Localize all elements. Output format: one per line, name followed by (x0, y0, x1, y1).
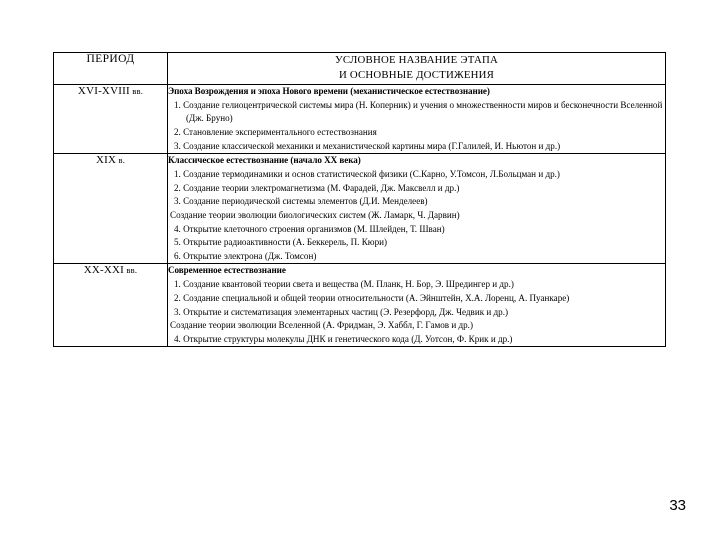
content-cell (168, 154, 666, 264)
header-cell-content (168, 53, 666, 85)
achievement-item: 2. Создание теории электромагнетизма (М. Фарадей, Дж. Максвелл и др.) (174, 182, 460, 193)
achievement-item: 4. Открытие клеточного строения организмов (М. Шлейден, Т. Шван) (174, 223, 445, 234)
period-suffix: в. (118, 155, 126, 166)
achievement-item: 1. Создание термодинамики и основ статистической физики (С.Карно, У.Томсон, Л.Больцман и др.) (174, 169, 560, 180)
achievement-item: 6. Открытие электрона (Дж. Томсон) (174, 250, 317, 261)
content-cell (168, 84, 666, 153)
header-cell-period: ПЕРИОД (54, 53, 168, 85)
period-suffix: вв. (126, 265, 138, 276)
table-row (54, 84, 666, 153)
period-main: XVI-XVIII (77, 84, 130, 97)
achievement-item: 3. Создание периодической системы элементов (Д.И. Менделеев) (174, 196, 428, 207)
achievement-item: 1. Создание квантовой теории света и вещества (М. Планк, Н. Бор, Э. Шредингер и др.) (174, 279, 514, 290)
periods-table (53, 52, 666, 347)
period-cell (54, 264, 168, 347)
period-main: XX-XXI (83, 264, 125, 277)
table-row (54, 154, 666, 264)
stage-title: Классическое естествознание (начало XX века) (168, 155, 361, 166)
period-suffix: вв. (132, 85, 144, 96)
achievement-item: 5. Открытие радиоактивности (А. Беккерель, П. Кюри) (174, 237, 388, 248)
table-row (54, 264, 666, 347)
stage-title: Современное естествознание (168, 265, 286, 276)
achievement-item: 2. Становление экспериментального естествознания (174, 126, 377, 137)
achievement-item: 2. Создание специальной и общей теории относительности (А. Эйнштейн, Х.А. Лоренц, А. Пуанкаре) (174, 293, 570, 304)
achievement-item: Создание теории эволюции биологических систем (Ж. Ламарк, Ч. Дарвин) (170, 210, 460, 220)
achievement-item: Создание теории эволюции Вселенной (А. Фридман, Э. Хаббл, Г. Гамов и др.) (170, 320, 473, 331)
achievement-item: 4. Открытие структуры молекулы ДНК и генетического кода (Д. Уотсон, Ф. Крик и др.) (174, 333, 513, 344)
period-cell (54, 84, 168, 153)
achievement-item: 3. Открытие и систематизация элементарных частиц (Э. Резерфорд, Дж. Чедвик и др.) (174, 306, 508, 317)
header-content-line-2: И ОСНОВНЫЕ ДОСТИЖЕНИЯ (338, 69, 495, 82)
table-body (54, 53, 666, 347)
period-main: XIX (95, 154, 117, 167)
table-header-row (54, 53, 666, 85)
stage-title: Эпоха Возрождения и эпоха Нового времени (механистическое естествознание) (168, 85, 490, 96)
period-cell (54, 154, 168, 264)
page-number: 33 (669, 497, 686, 514)
achievement-item: 1. Создание гелиоцентрической системы мира (Н. Коперник) и учения о множественности миров и бесконечности Вселенной (Дж. Бруно) (174, 99, 663, 124)
header-content-line-1: УСЛОВНОЕ НАЗВАНИЕ ЭТАПА (335, 54, 498, 66)
achievement-item: 3. Создание классической механики и механистической картины мира (Г.Галилей, И. Ньютон и др.) (174, 140, 561, 151)
content-cell (168, 264, 666, 347)
